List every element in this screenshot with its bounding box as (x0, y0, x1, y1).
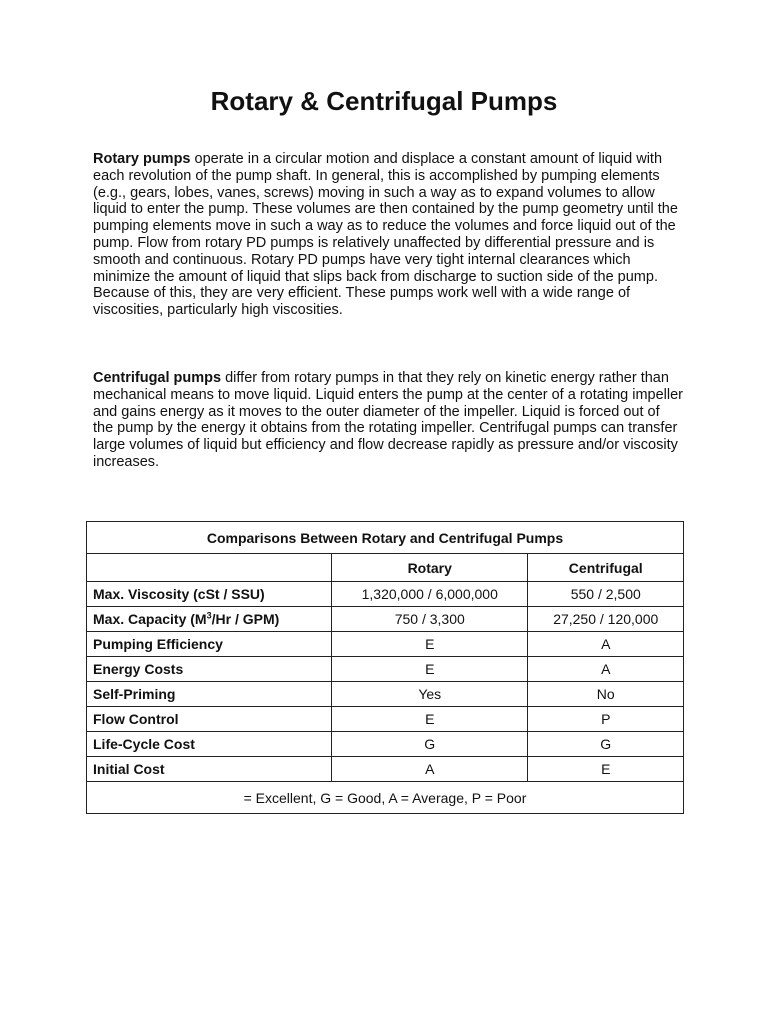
row-label: Pumping Efficiency (87, 632, 332, 657)
table-caption: Comparisons Between Rotary and Centrifugal Pumps (87, 522, 684, 554)
table-row (87, 757, 684, 782)
centrifugal-value: G (528, 732, 684, 757)
page-title: Rotary & Centrifugal Pumps (210, 86, 558, 116)
centrifugal-value: No (528, 682, 684, 707)
row-label-superscript: 3 (206, 610, 212, 621)
centrifugal-value: 27,250 / 120,000 (528, 607, 684, 632)
row-label: Energy Costs (87, 657, 332, 682)
column-header-rotary: Rotary (332, 554, 528, 582)
table-row (87, 632, 684, 657)
table-row (87, 682, 684, 707)
table-row (87, 707, 684, 732)
row-label: Flow Control (87, 707, 332, 732)
rotary-pumps-lead: Rotary pumps (93, 151, 191, 167)
rotary-value: G (332, 732, 528, 757)
centrifugal-value: P (528, 707, 684, 732)
rotary-value: Yes (332, 682, 528, 707)
rotary-value: E (332, 632, 528, 657)
table-header-row (87, 554, 684, 582)
rotary-value: E (332, 707, 528, 732)
rotary-pumps-paragraph (93, 151, 683, 319)
centrifugal-pumps-paragraph (93, 370, 683, 471)
comparison-table (86, 521, 684, 814)
centrifugal-value: E (528, 757, 684, 782)
rotary-value: A (332, 757, 528, 782)
column-header-centrifugal: Centrifugal (528, 554, 684, 582)
table-header-empty (87, 554, 332, 582)
row-label-text-end: /Hr / GPM) (211, 611, 280, 627)
row-label: Initial Cost (87, 757, 332, 782)
table-row (87, 582, 684, 607)
rotary-value: 750 / 3,300 (332, 607, 528, 632)
rotary-value: 1,320,000 / 6,000,000 (332, 582, 528, 607)
centrifugal-pumps-text: differ from rotary pumps in that they rely on kinetic energy rather than mechanical means to move liquid. Liquid enters the pump at the center of a rotating impeller and gains energy as it moves to the outer diameter of the impeller. Liquid is forced out of the pump by the energy it obtains from the rotating impeller. Centrifugal pumps can transfer large volumes of liquid but efficiency and flow decrease rapidly as pressure and/or viscosity increases. (93, 370, 683, 470)
rotary-pumps-text: operate in a circular motion and displace a constant amount of liquid with each revolution of the pump shaft. In general, this is accomplished by pumping elements (e.g., gears, lobes, vanes, screws) moving in such a way as to expand volumes to allow liquid to enter the pump. These volumes are then contained by the pump geometry until the pumping elements move in such a way as to reduce the volumes and force liquid out of the pump. Flow from rotary PD pumps is relatively unaffected by differential pressure and is smooth and continuous. Rotary PD pumps have very tight internal clearances which minimize the amount of liquid that slips back from discharge to suction side of the pump. Because of this, they are very efficient. These pumps work well with a wide range of viscosities, particularly high viscosities. (93, 151, 678, 319)
table-row (87, 732, 684, 757)
row-label: Max. Viscosity (cSt / SSU) (87, 582, 332, 607)
centrifugal-value: A (528, 657, 684, 682)
row-label: Self-Priming (87, 682, 332, 707)
centrifugal-pumps-lead: Centrifugal pumps (93, 370, 222, 386)
centrifugal-value: A (528, 632, 684, 657)
row-label: Life-Cycle Cost (87, 732, 332, 757)
table-row (87, 607, 684, 632)
row-label-text: Max. Capacity (M (93, 611, 207, 627)
table-row (87, 657, 684, 682)
row-label (87, 607, 332, 632)
rotary-value: E (332, 657, 528, 682)
table-legend: = Excellent, G = Good, A = Average, P = Poor (87, 782, 684, 814)
centrifugal-value: 550 / 2,500 (528, 582, 684, 607)
